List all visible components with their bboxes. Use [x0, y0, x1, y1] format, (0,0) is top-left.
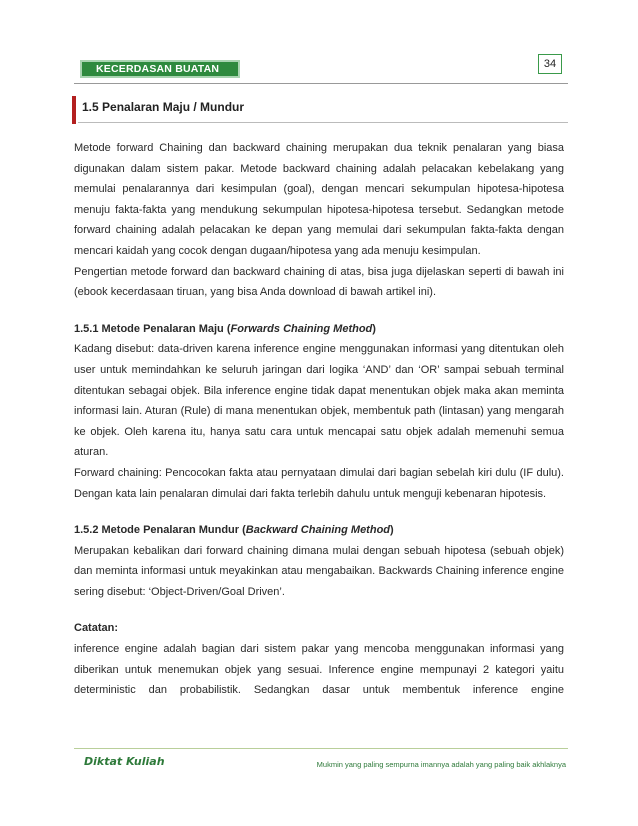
backward-paragraph-1: Merupakan kebalikan dari forward chaining dimana mulai dengan sebuah hipotesa (sebuah objek) dan meminta informasi untuk meyakinkan atau mengabaikan. Backwards Chaining inference engine sering disebut: ‘Object-Driven/Goal Driven’. — [74, 544, 564, 598]
forward-paragraph-2: Forward chaining: Pencocokan fakta atau pernyataan dimulai dari bagian sebelah kiri dulu (IF dulu). Dengan kata lain penalaran dimulai dari fakta terlebih dahulu untuk menguji kebenaran hipotesis. — [74, 466, 564, 500]
footer-right-text: Mukmin yang paling sempurna imannya adalah yang paling baik akhlaknya — [316, 760, 566, 769]
section-divider — [78, 122, 568, 123]
section-title: 1.5 Penalaran Maju / Mundur — [82, 100, 245, 114]
forward-heading-close: ) — [372, 322, 376, 335]
backward-chaining-heading — [74, 520, 564, 541]
forward-paragraph-1: Kadang disebut: data-driven karena inference engine menggunakan informasi yang ditentukan oleh user untuk memindahkan ke seluruh jaringan dari logika ‘AND’ dan ‘OR’ sampai sebuah terminal ditentukan sebagai objek. Bila inference engine tidak dapat menentukan objek maka akan meminta informasi lain. Aturan (Rule) di mana menentukan objek, membentuk path (lintasan) yang mengarah ke objek. Oleh karena itu, hanya satu cara untuk mencapai satu objek adalah memenuhi semua aturan. — [74, 343, 564, 459]
forward-heading-number: 1.5.1 Metode Penalaran Maju ( — [74, 322, 231, 335]
backward-heading-italic: Backward Chaining Method — [245, 524, 391, 537]
footer-divider — [74, 748, 568, 749]
backward-heading-number: 1.5.2 Metode Penalaran Mundur ( — [74, 524, 246, 537]
header-divider — [74, 83, 568, 84]
document-body — [74, 138, 564, 701]
header-banner-text: KECERDASAN BUATAN — [96, 63, 220, 75]
backward-heading-close: ) — [390, 524, 394, 537]
forward-chaining-heading — [74, 319, 564, 340]
page-number: 34 — [538, 54, 562, 74]
header-banner — [80, 60, 240, 78]
intro-paragraph-1: Metode forward Chaining dan backward chaining merupakan dua teknik penalaran yang biasa digunakan dalam sistem pakar. Metode backward chaining adalah pelacakan kebelakang yang memulai penalarannya dari kesimpulan (goal), dengan mencari sekumpulan hipotesa-hipotesa menuju fakta-fakta yang mendukung sekumpulan hipotesa-hipotesa tersebut. Sedangkan metode forward chaining adalah pelacakan ke depan yang memulai dari sekumpulan fakta-fakta dengan mencari kaidah yang cocok dengan dugaan/hipotesa yang ada menuju kesimpulan. — [74, 142, 564, 257]
catatan-heading: Catatan: — [74, 622, 119, 635]
forward-heading-italic: Forwards Chaining Method — [230, 322, 373, 335]
section-accent-bar — [72, 96, 76, 124]
catatan-paragraph-1: inference engine adalah bagian dari sistem pakar yang mencoba menggunakan informasi yang diberikan untuk menemukan objek yang sesuai. Inference engine mempunayi 2 kategori yaitu deterministic dan probabilistik. Sedangkan dasar untuk membentuk inference engine — [74, 643, 564, 697]
footer-left-text: Diktat Kuliah — [84, 755, 165, 768]
intro-paragraph-2: Pengertian metode forward dan backward chaining di atas, bisa juga dijelaskan seperti di bawah ini (ebook kecerdasaan tiruan, yang bisa Anda download di bawah artikel ini). — [74, 265, 564, 299]
